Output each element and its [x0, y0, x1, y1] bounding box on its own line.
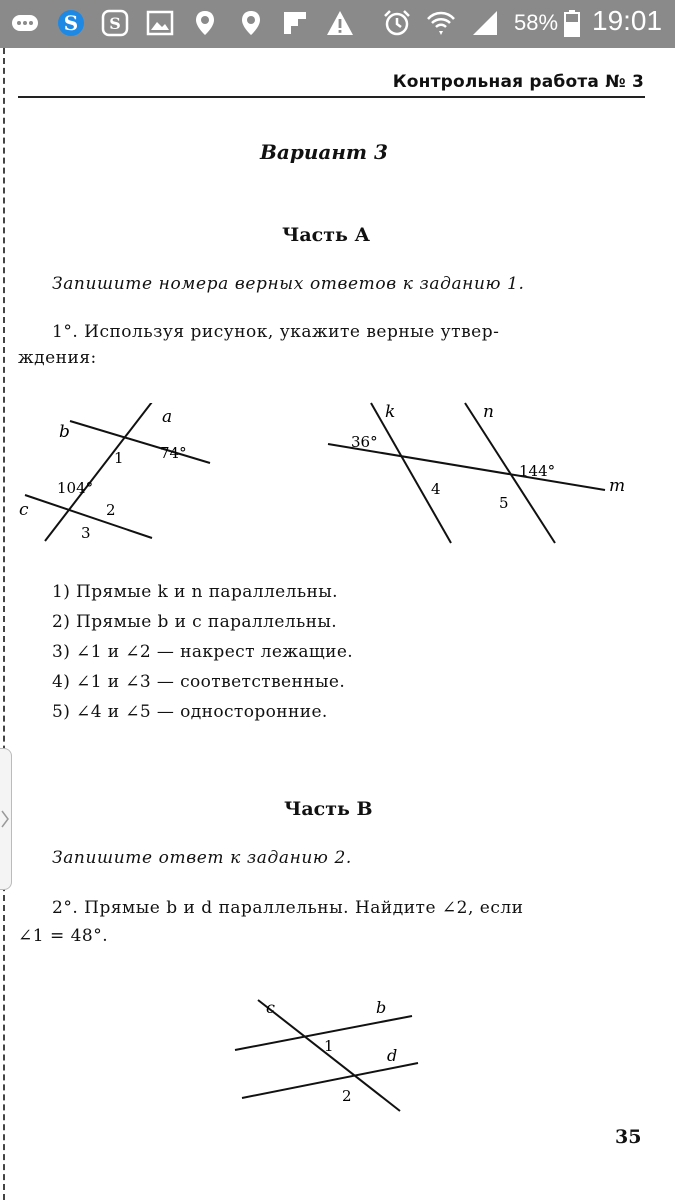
page-header: Контрольная работа № 3 [392, 72, 644, 92]
label-angle-1: 1 [324, 1037, 334, 1055]
label-angle-2: 2 [106, 501, 116, 519]
signal-icon [470, 8, 500, 38]
location-icon [236, 8, 266, 38]
label-d: d [387, 1046, 398, 1065]
task2-text-line2: ∠1 = 48°. [18, 926, 109, 946]
page-margin-line [3, 48, 5, 1200]
label-m: m [609, 476, 626, 496]
variant-title: Вариант 3 [260, 140, 388, 164]
clock: 19:01 [592, 5, 663, 36]
label-angle-1: 1 [114, 449, 124, 467]
part-b-title: Часть В [284, 798, 373, 820]
part-a-instruction: Запишите номера верных ответов к заданию 1. [52, 274, 525, 294]
label-c: c [266, 998, 275, 1017]
chevron-right-icon [0, 749, 11, 889]
status-bar [0, 0, 675, 48]
figure-lines-a-b-c [15, 403, 215, 553]
label-b: b [376, 998, 387, 1017]
header-divider [18, 96, 645, 98]
option-3: 3) ∠1 и ∠2 — накрест лежащие. [52, 642, 354, 662]
wifi-icon [426, 8, 456, 38]
location-icon [190, 8, 220, 38]
task1-text-line1: 1°. Используя рисунок, укажите верные утвер- [52, 322, 500, 342]
part-a-title: Часть А [282, 224, 370, 246]
option-4: 4) ∠1 и ∠3 — соответственные. [52, 672, 346, 692]
label-b: b [59, 422, 70, 442]
label-angle-2: 2 [342, 1087, 352, 1105]
label-a: a [162, 407, 173, 427]
part-b-instruction: Запишите ответ к заданию 2. [52, 848, 352, 868]
messages-icon [10, 8, 40, 38]
label-n: n [483, 402, 494, 422]
task1-text-line2: ждения: [18, 348, 97, 368]
label-k: k [385, 402, 396, 422]
label-144-deg: 144° [519, 462, 556, 480]
label-angle-4: 4 [431, 480, 441, 498]
option-5: 5) ∠4 и ∠5 — односторонние. [52, 702, 328, 722]
svg-text:S: S [63, 11, 79, 35]
skype-icon [56, 8, 86, 38]
option-1: 1) Прямые k и n параллельны. [52, 582, 338, 602]
battery-percent: 58% [514, 10, 559, 35]
flipboard-icon [280, 8, 310, 38]
page-number: 35 [615, 1126, 642, 1148]
label-36-deg: 36° [351, 433, 378, 451]
label-angle-5: 5 [499, 494, 509, 512]
side-panel-handle[interactable] [0, 748, 12, 890]
document-page[interactable] [0, 48, 675, 1200]
label-74-deg: 74° [160, 444, 187, 462]
option-2: 2) Прямые b и c параллельны. [52, 612, 338, 632]
task2-text-line1: 2°. Прямые b и d параллельны. Найдите ∠2, если [52, 898, 524, 918]
svg-text:S: S [109, 14, 121, 33]
warning-icon [325, 8, 355, 38]
line-b [70, 421, 210, 463]
label-104-deg: 104° [57, 479, 94, 497]
figure-lines-b-d-c [230, 993, 430, 1118]
line-d [242, 1063, 418, 1098]
line-k [371, 403, 451, 543]
alarm-icon [382, 8, 412, 38]
battery-icon [562, 8, 582, 38]
label-c: c [19, 500, 29, 520]
shazam-icon [100, 8, 130, 38]
figure-lines-k-n-m [325, 398, 645, 548]
gallery-icon [145, 8, 175, 38]
label-angle-3: 3 [81, 524, 91, 542]
